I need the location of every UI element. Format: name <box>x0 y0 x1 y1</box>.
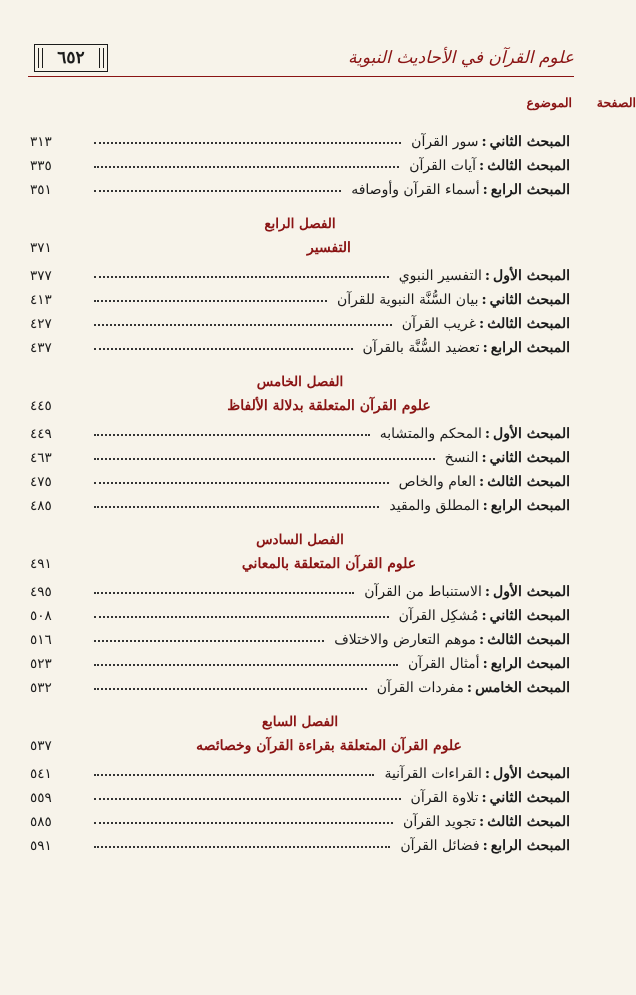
entry-colon: : <box>481 608 487 624</box>
entry-label: المبحث الأول <box>493 268 570 284</box>
entry-label: المبحث الثاني <box>489 608 570 624</box>
dot-leader <box>94 434 370 436</box>
chapter-title: الفصل الخامس <box>256 374 344 390</box>
page-number: ٦٥٢ <box>34 44 108 72</box>
entry-colon: : <box>481 450 487 466</box>
entry-colon: : <box>479 632 485 648</box>
entry-colon: : <box>482 182 488 198</box>
entry-title: تعضيد السُّنَّة بالقرآن <box>362 340 480 356</box>
chapter-page-number: ٥٣٧ <box>30 738 52 754</box>
toc-entry[interactable] <box>30 490 570 514</box>
entry-label: المبحث الثالث <box>487 158 570 174</box>
entry-title: أسماء القرآن وأوصافه <box>351 182 480 198</box>
entry-label: المبحث الأول <box>493 426 570 442</box>
dot-leader <box>94 458 435 460</box>
entry-colon: : <box>482 656 488 672</box>
chapter-subtitle: علوم القرآن المتعلقة بالمعاني <box>241 556 417 572</box>
chapter-subtitle-row <box>30 394 570 418</box>
entry-title: غريب القرآن <box>401 316 477 332</box>
entry-colon: : <box>479 158 485 174</box>
chapter-page-number: ٤٩١ <box>30 556 52 572</box>
entry-colon: : <box>482 340 488 356</box>
chapter-title: الفصل السابع <box>261 714 339 730</box>
toc-list <box>30 126 570 854</box>
entry-colon: : <box>482 838 488 854</box>
entry-page-number: ٥٩١ <box>30 838 52 854</box>
entry-label: المبحث الثاني <box>489 292 570 308</box>
toc-entry[interactable] <box>30 126 570 150</box>
toc-entry[interactable] <box>30 648 570 672</box>
topic-column-label: الموضوع <box>526 95 572 110</box>
entry-page-number: ٣٧٧ <box>30 268 52 284</box>
page-header <box>28 44 574 84</box>
toc-entry[interactable] <box>30 830 570 854</box>
entry-colon: : <box>481 134 487 150</box>
entry-label: المبحث الثاني <box>489 134 570 150</box>
chapter-title: الفصل الرابع <box>264 216 336 232</box>
toc-entry[interactable] <box>30 624 570 648</box>
toc-entry[interactable] <box>30 672 570 696</box>
dot-leader <box>94 640 324 642</box>
entry-title: موهم التعارض والاختلاف <box>334 632 477 648</box>
dot-leader <box>94 592 354 594</box>
entry-title: مفردات القرآن <box>376 680 464 696</box>
toc-section <box>30 710 570 854</box>
toc-entry[interactable] <box>30 442 570 466</box>
entry-page-number: ٤١٣ <box>30 292 52 308</box>
header-rule <box>28 76 574 77</box>
entry-title: أمثال القرآن <box>407 656 480 672</box>
entry-title: سور القرآن <box>411 134 479 150</box>
entry-colon: : <box>466 680 473 696</box>
chapter-page-number: ٤٤٥ <box>30 398 52 414</box>
entry-label: المبحث الثاني <box>489 450 570 466</box>
entry-colon: : <box>484 268 491 284</box>
dot-leader <box>94 506 379 508</box>
entry-title: العام والخاص <box>398 474 477 490</box>
dot-leader <box>94 664 398 666</box>
dot-leader <box>94 348 353 350</box>
toc-section <box>30 370 570 514</box>
chapter-subtitle: علوم القرآن المتعلقة بقراءة القرآن وخصائصه <box>196 738 462 754</box>
entry-title: المطلق والمقيد <box>389 498 480 514</box>
entry-page-number: ٥١٦ <box>30 632 52 648</box>
entry-label: المبحث الرابع <box>490 182 570 198</box>
entry-colon: : <box>484 766 491 782</box>
toc-entry[interactable] <box>30 466 570 490</box>
page-column-label: الصفحة <box>596 95 636 110</box>
entry-title: بيان السُّنَّة النبوية للقرآن <box>336 292 479 308</box>
entry-title: تلاوة القرآن <box>410 790 479 806</box>
entry-label: المبحث الخامس <box>475 680 570 696</box>
dot-leader <box>94 276 389 278</box>
dot-leader <box>94 482 389 484</box>
entry-label: المبحث الثاني <box>489 790 570 806</box>
entry-page-number: ٥٣٢ <box>30 680 52 696</box>
entry-page-number: ٥٢٣ <box>30 656 52 672</box>
chapter-page-number: ٣٧١ <box>30 240 52 256</box>
entry-page-number: ٥٤١ <box>30 766 52 782</box>
entry-colon: : <box>479 316 485 332</box>
entry-title: فضائل القرآن <box>400 838 480 854</box>
chapter-subtitle-row <box>30 552 570 576</box>
entry-label: المبحث الأول <box>493 766 570 782</box>
toc-entry[interactable] <box>30 260 570 284</box>
toc-entry[interactable] <box>30 308 570 332</box>
entry-page-number: ٥٠٨ <box>30 608 52 624</box>
entry-page-number: ٤٧٥ <box>30 474 52 490</box>
chapter-subtitle-row <box>30 236 570 260</box>
toc-entry[interactable] <box>30 174 570 198</box>
entry-title: القراءات القرآنية <box>384 766 482 782</box>
book-title: علوم القرآن في الأحاديث النبوية <box>348 48 574 68</box>
dot-leader <box>94 798 401 800</box>
entry-colon: : <box>484 426 491 442</box>
dot-leader <box>94 166 399 168</box>
toc-section <box>30 212 570 356</box>
toc-entry[interactable] <box>30 284 570 308</box>
entry-title: التفسير النبوي <box>398 268 482 284</box>
toc-entry[interactable] <box>30 806 570 830</box>
entry-title: الاستنباط من القرآن <box>364 584 482 600</box>
dot-leader <box>94 616 389 618</box>
entry-colon: : <box>481 292 487 308</box>
entry-title: آيات القرآن <box>409 158 477 174</box>
dot-leader <box>94 688 367 690</box>
chapter-subtitle: التفسير <box>307 240 351 256</box>
entry-page-number: ٤٣٧ <box>30 340 52 356</box>
entry-page-number: ٤٤٩ <box>30 426 52 442</box>
entry-label: المبحث الثالث <box>487 814 570 830</box>
chapter-title: الفصل السادس <box>256 532 344 548</box>
entry-page-number: ٤٢٧ <box>30 316 52 332</box>
entry-label: المبحث الرابع <box>490 656 570 672</box>
entry-page-number: ٤٦٣ <box>30 450 52 466</box>
dot-leader <box>94 142 401 144</box>
entry-colon: : <box>479 814 485 830</box>
dot-leader <box>94 190 341 192</box>
entry-label: المبحث الثالث <box>487 632 570 648</box>
toc-section <box>30 528 570 696</box>
chapter-subtitle-row <box>30 734 570 758</box>
entry-page-number: ٥٥٩ <box>30 790 52 806</box>
toc-entry[interactable] <box>30 332 570 356</box>
toc-entry[interactable] <box>30 150 570 174</box>
toc-section <box>30 126 570 198</box>
entry-title: النسخ <box>444 450 479 466</box>
dot-leader <box>94 846 390 848</box>
entry-label: المبحث الرابع <box>490 498 570 514</box>
column-labels <box>30 95 636 115</box>
dot-leader <box>94 300 327 302</box>
toc-entry[interactable] <box>30 576 570 600</box>
entry-label: المبحث الرابع <box>490 838 570 854</box>
chapter-subtitle: علوم القرآن المتعلقة بدلالة الألفاظ <box>227 398 431 414</box>
entry-label: المبحث الثالث <box>487 316 570 332</box>
entry-label: المبحث الرابع <box>490 340 570 356</box>
dot-leader <box>94 324 392 326</box>
toc-entry[interactable] <box>30 758 570 782</box>
entry-colon: : <box>482 498 488 514</box>
entry-title: تجويد القرآن <box>403 814 477 830</box>
entry-colon: : <box>481 790 487 806</box>
entry-label: المبحث الثالث <box>487 474 570 490</box>
toc-entry[interactable] <box>30 418 570 442</box>
entry-page-number: ٥٨٥ <box>30 814 52 830</box>
entry-title: مُشكِل القرآن <box>398 608 479 624</box>
entry-page-number: ٤٨٥ <box>30 498 52 514</box>
entry-page-number: ٤٩٥ <box>30 584 52 600</box>
toc-entry[interactable] <box>30 600 570 624</box>
entry-page-number: ٣٣٥ <box>30 158 52 174</box>
entry-title: المحكم والمتشابه <box>379 426 482 442</box>
toc-entry[interactable] <box>30 782 570 806</box>
entry-page-number: ٣٥١ <box>30 182 52 198</box>
entry-colon: : <box>479 474 485 490</box>
entry-colon: : <box>484 584 491 600</box>
dot-leader <box>94 774 374 776</box>
dot-leader <box>94 822 393 824</box>
entry-page-number: ٣١٣ <box>30 134 52 150</box>
entry-label: المبحث الأول <box>493 584 570 600</box>
